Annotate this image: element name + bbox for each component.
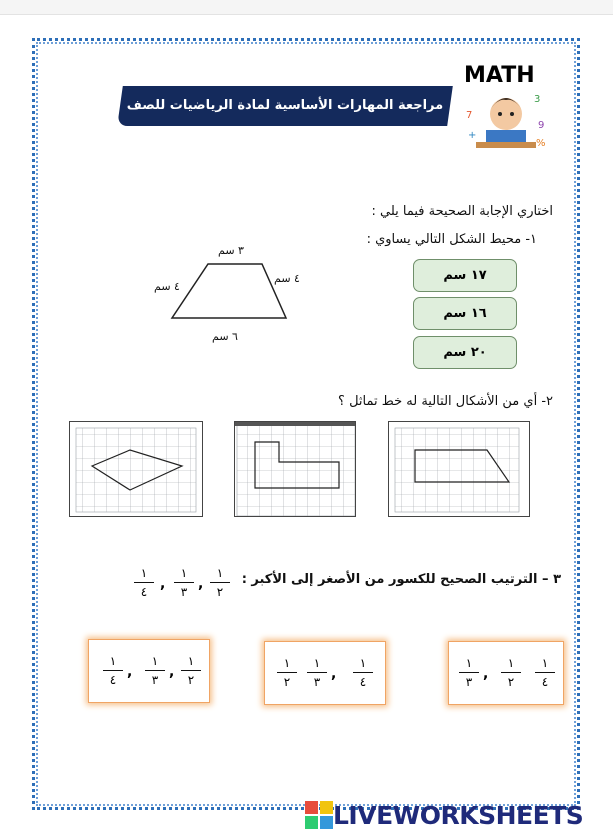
- page-title: مراجعة المهارات الأساسية لمادة الرياضيات للصف الرابع: [126, 98, 444, 153]
- option-2-fraction-1: ١ ٢: [275, 656, 299, 689]
- given-denominator-2: ٣: [180, 585, 188, 599]
- option-3-fraction-1: ١ ٣: [457, 656, 481, 689]
- option-1-fraction-2: ١ ٣: [143, 654, 167, 687]
- q1-option-2[interactable]: ١٦ سم: [413, 297, 517, 330]
- q1-option-1[interactable]: ١٧ سم: [413, 259, 517, 292]
- trapezoid-shape: [172, 264, 286, 318]
- top-bar: [0, 0, 613, 15]
- given-fraction-half: [208, 566, 232, 599]
- given-numerator-1: ١: [140, 566, 148, 580]
- math-logo-text: MATH: [464, 63, 535, 88]
- trapezoid-label-left: ٤ سم: [154, 280, 180, 293]
- svg-text:3: 3: [534, 94, 541, 105]
- q3-option-3[interactable]: [448, 641, 564, 705]
- trapezoid-label-right: ٤ سم: [274, 272, 300, 285]
- option-3-fraction-3: ١ ٤: [533, 656, 557, 689]
- liveworksheets-logo-icon: [305, 801, 333, 829]
- svg-text:%: %: [536, 138, 546, 149]
- trapezoid-label-top: ٣ سم: [218, 244, 244, 257]
- comma: ,: [331, 666, 337, 682]
- instruction-text: اختاري الإجابة الصحيحة فيما يلي :: [371, 204, 553, 219]
- svg-text:+: +: [468, 130, 477, 141]
- trapezoid-label-bottom: ٦ سم: [212, 330, 238, 343]
- option-1-fraction-3: ١ ٢: [179, 654, 203, 687]
- given-numerator-3: ١: [216, 566, 224, 580]
- question-1-text: ١- محيط الشكل التالي يساوي :: [366, 232, 537, 247]
- comma: ,: [160, 576, 166, 592]
- q2-option-l-shape[interactable]: [234, 421, 356, 517]
- comma: ,: [198, 576, 204, 592]
- q3-option-2[interactable]: [264, 641, 386, 705]
- q3-option-1[interactable]: [88, 639, 210, 703]
- given-numerator-2: ١: [180, 566, 188, 580]
- math-logo-image: [458, 58, 552, 154]
- question-3-text: ٣ – الترتيب الصحيح للكسور من الأصغر إلى الأكبر :: [241, 572, 561, 587]
- comma: ,: [483, 666, 489, 682]
- option-1-fraction-1: ١ ٤: [101, 654, 125, 687]
- option-2-fraction-3: ١ ٤: [351, 656, 375, 689]
- comma: ,: [127, 664, 133, 680]
- liveworksheets-brand: [305, 798, 583, 832]
- svg-text:7: 7: [466, 110, 473, 121]
- question-2-text: ٢- أي من الأشكال التالية له خط تماثل ؟: [338, 394, 553, 409]
- q1-option-3[interactable]: ٢٠ سم: [413, 336, 517, 369]
- given-denominator-3: ٢: [216, 585, 224, 599]
- given-fraction-third: [172, 566, 196, 599]
- option-2-fraction-2: ١ ٣: [305, 656, 329, 689]
- brand-text: LIVEWORKSHEETS: [333, 800, 584, 830]
- q2-option-trapezoid[interactable]: [388, 421, 530, 517]
- comma: ,: [169, 664, 175, 680]
- q2-option-kite[interactable]: [69, 421, 203, 517]
- option-3-fraction-2: ١ ٢: [499, 656, 523, 689]
- given-fraction-quarter: [132, 566, 156, 599]
- svg-text:9: 9: [538, 120, 545, 131]
- given-denominator-1: ٤: [140, 585, 148, 599]
